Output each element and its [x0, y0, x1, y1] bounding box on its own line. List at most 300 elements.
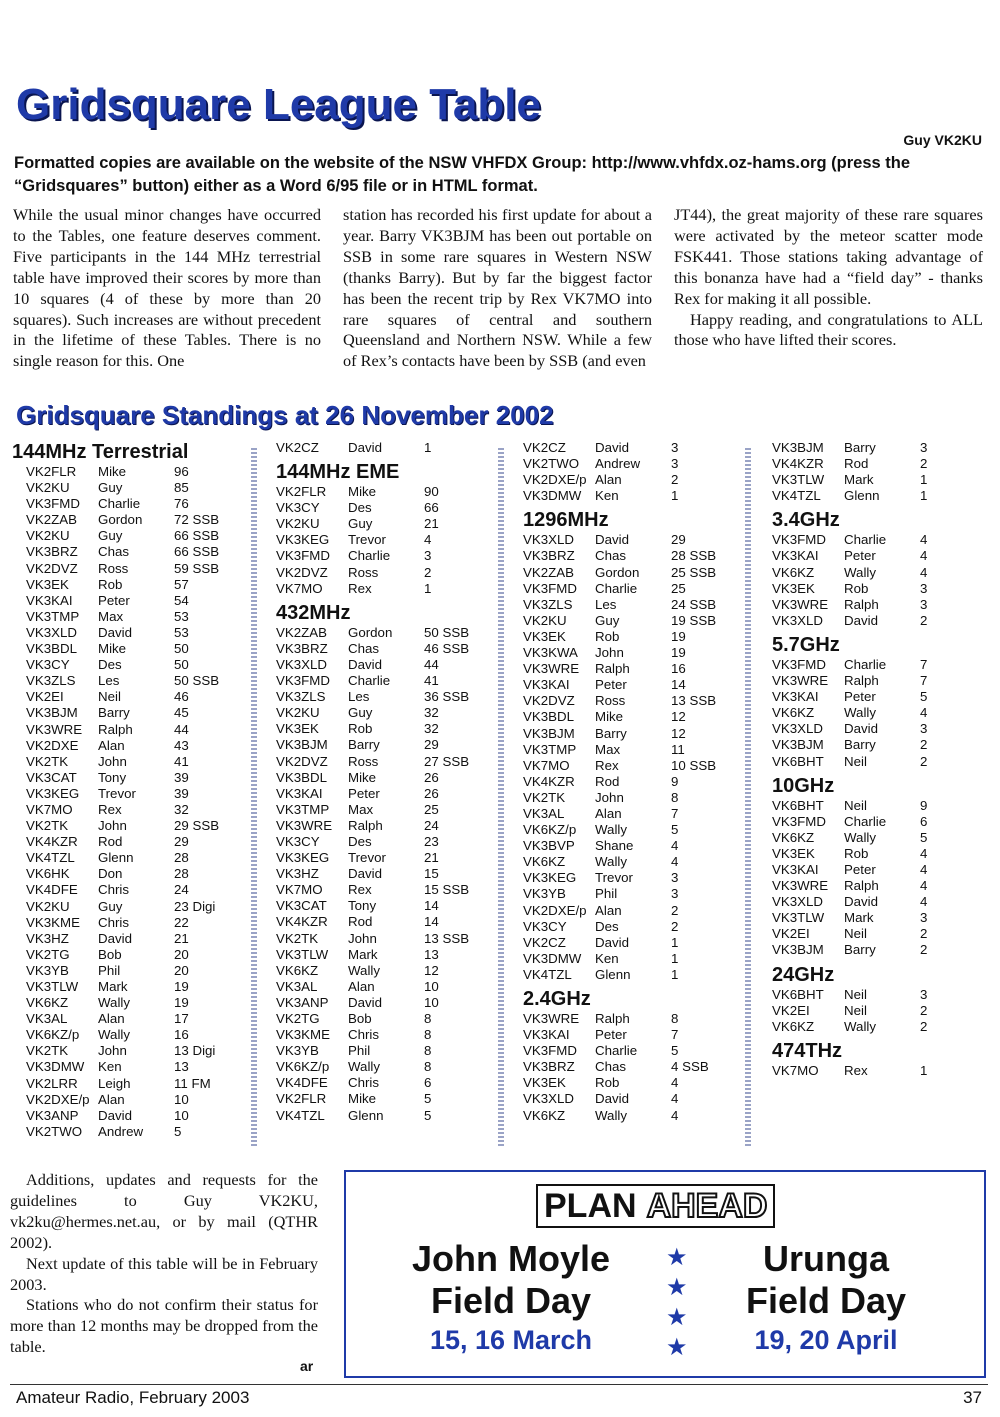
operator-name: Phil	[348, 1043, 371, 1059]
callsign: VK3CY	[26, 657, 70, 673]
operator-name: Charlie	[595, 1043, 638, 1059]
table-row	[523, 677, 727, 693]
operator-name: Wally	[844, 1018, 877, 1034]
operator-name: Charlie	[595, 580, 638, 596]
score: 19 SSB	[671, 612, 717, 628]
operator-name: John	[98, 818, 127, 834]
score: 2	[671, 902, 679, 918]
standings-column-1	[12, 440, 230, 1144]
score: 54	[174, 592, 189, 608]
score: 8	[424, 1011, 432, 1026]
score: 23 Digi	[174, 898, 216, 914]
operator-name: Ralph	[348, 817, 383, 833]
page-title: Gridsquare League Table	[16, 80, 541, 129]
score: 8	[424, 1059, 432, 1075]
operator-name: Mike	[98, 464, 127, 479]
score: 4	[671, 854, 679, 870]
table-row	[26, 722, 230, 738]
table-row	[523, 790, 727, 806]
table-row	[26, 802, 230, 818]
table-row	[772, 798, 976, 814]
score: 10	[424, 978, 439, 994]
operator-name: Wally	[348, 1059, 381, 1075]
table-row	[523, 935, 727, 951]
operator-name: Guy	[348, 516, 373, 532]
score: 6	[424, 1075, 432, 1091]
score: 11 FM	[174, 1075, 211, 1091]
operator-name: Ralph	[595, 1011, 630, 1026]
callsign: VK3EK	[523, 1075, 566, 1091]
callsign: VK3BRZ	[276, 640, 328, 656]
callsign: VK3KAI	[772, 861, 819, 877]
callsign: VK3WRE	[772, 878, 829, 894]
callsign: VK3HZ	[26, 930, 69, 946]
table-row	[523, 822, 727, 838]
score: 24	[174, 882, 189, 898]
callsign: VK6KZ	[772, 705, 815, 721]
score: 32	[424, 721, 439, 737]
table-row	[523, 1075, 727, 1091]
callsign: VK6BHT	[772, 986, 824, 1002]
table-row	[276, 947, 480, 963]
table-row	[523, 709, 727, 725]
callsign: VK3TMP	[26, 608, 80, 624]
callsign: VK3EK	[772, 580, 815, 596]
operator-name: Barry	[348, 737, 380, 753]
table-row	[26, 754, 230, 770]
table-row	[26, 786, 230, 802]
band-table	[772, 633, 976, 770]
operator-name: Mike	[348, 484, 377, 500]
band-heading: 5.7GHz	[772, 633, 840, 656]
score: 22	[174, 914, 189, 930]
table-row	[772, 472, 976, 488]
operator-name: Ralph	[98, 721, 133, 737]
score: 53	[174, 608, 189, 624]
score: 72 SSB	[174, 512, 220, 528]
event-type: Field Day	[430, 1280, 592, 1321]
score: 25	[424, 801, 439, 817]
score: 11	[671, 741, 685, 757]
operator-name: Max	[595, 741, 621, 757]
column-divider	[251, 448, 257, 1148]
band-table	[772, 1039, 976, 1079]
score: 3	[920, 910, 928, 926]
operator-name: Alan	[98, 737, 125, 753]
callsign: VK3TMP	[276, 801, 330, 817]
score: 3	[671, 870, 679, 886]
callsign: VK3BJM	[26, 705, 78, 721]
score: 4	[920, 878, 928, 894]
score: 7	[671, 805, 679, 821]
operator-name: Barry	[595, 725, 627, 741]
operator-name: Glenn	[844, 488, 880, 504]
table-row	[26, 577, 230, 593]
score: 13	[174, 1059, 189, 1075]
operator-name: Trevor	[595, 870, 633, 886]
table-row	[523, 726, 727, 742]
score: 2	[920, 737, 928, 753]
score: 5	[671, 822, 679, 838]
score: 25 SSB	[671, 564, 717, 580]
table-row	[276, 1059, 480, 1075]
callsign: VK7MO	[772, 1062, 819, 1078]
table-row	[26, 834, 230, 850]
callsign: VK3EK	[523, 628, 566, 644]
table-row	[523, 742, 727, 758]
score: 25	[671, 580, 686, 596]
table-row	[276, 500, 480, 516]
operator-name: Les	[98, 673, 120, 689]
callsign: VK3FMD	[523, 1043, 577, 1059]
operator-name: Bob	[348, 1011, 372, 1026]
score: 3	[920, 596, 928, 612]
callsign: VK3KEG	[276, 850, 330, 866]
table-row	[26, 738, 230, 754]
table-row	[26, 512, 230, 528]
score: 8	[671, 789, 679, 805]
operator-name: Trevor	[98, 785, 136, 801]
table-row	[26, 625, 230, 641]
score: 2	[920, 753, 928, 769]
callsign: VK3ZLS	[523, 596, 573, 612]
score: 4	[671, 1091, 679, 1107]
callsign: VK2DVZ	[276, 753, 328, 769]
table-row	[26, 1124, 230, 1140]
footnote-paragraph: Next update of this table will be in February 2003.	[10, 1253, 318, 1294]
score: 4	[424, 532, 432, 548]
operator-name: David	[98, 930, 132, 946]
standings-column-3	[523, 440, 727, 1128]
table-row	[276, 1043, 480, 1059]
table-row	[772, 1003, 976, 1019]
page-number: 37	[963, 1388, 982, 1407]
operator-name: Wally	[98, 1027, 131, 1043]
table-row	[26, 947, 230, 963]
callsign: VK4KZR	[523, 773, 575, 789]
score: 1	[671, 950, 679, 966]
callsign: VK3FMD	[26, 496, 80, 512]
band-heading: 144MHz Terrestrial	[12, 441, 189, 463]
table-row	[276, 516, 480, 532]
score: 2	[920, 612, 928, 628]
operator-name: Wally	[844, 564, 877, 580]
table-row	[523, 870, 727, 886]
plan-word: PLAN	[544, 1187, 637, 1225]
score: 4	[671, 838, 679, 854]
operator-name: John	[595, 789, 624, 805]
operator-name: Tony	[348, 898, 377, 914]
callsign: VK3KAI	[523, 677, 570, 693]
score: 43	[174, 737, 189, 753]
band-heading: 2.4GHz	[523, 988, 591, 1010]
callsign: VK3BRZ	[26, 544, 78, 560]
score: 28	[174, 850, 189, 866]
operator-name: Guy	[98, 480, 123, 496]
callsign: VK7MO	[26, 801, 73, 817]
article-paragraph: Happy reading, and congratulations to ALL those who have lifted their scores.	[674, 309, 983, 350]
operator-name: Rob	[348, 721, 373, 737]
operator-name: Rob	[844, 845, 869, 861]
footnote-paragraph: Additions, updates and requests for the guidelines to Guy VK2KU, vk2ku@hermes.net.au, or by mail (QTHR 2002).	[10, 1170, 318, 1252]
operator-name: Mark	[844, 910, 874, 926]
band-table	[523, 508, 727, 983]
score: 85	[174, 480, 189, 496]
operator-name: Chas	[98, 544, 130, 560]
score: 16	[174, 1027, 189, 1043]
table-row	[26, 1076, 230, 1092]
score: 21	[424, 516, 439, 532]
table-row	[523, 581, 727, 597]
operator-name: Peter	[844, 689, 876, 705]
callsign: VK3DMW	[523, 950, 582, 966]
table-row	[276, 979, 480, 995]
score: 29	[174, 834, 189, 850]
table-row	[523, 919, 727, 935]
article-column-1	[13, 205, 321, 372]
table-row	[772, 846, 976, 862]
score: 10 SSB	[671, 757, 717, 773]
callsign: VK2CZ	[276, 440, 319, 455]
table-row	[276, 548, 480, 564]
table-row	[26, 1059, 230, 1075]
table-row	[26, 915, 230, 931]
table-row	[26, 931, 230, 947]
operator-name: Chas	[348, 640, 380, 656]
operator-name: Trevor	[348, 532, 386, 548]
callsign: VK6KZ	[772, 564, 815, 580]
score: 26	[424, 769, 439, 785]
score: 3	[920, 721, 928, 737]
score: 96	[174, 464, 189, 479]
operator-name: Barry	[844, 737, 876, 753]
score: 23	[424, 833, 439, 849]
operator-name: Des	[348, 833, 372, 849]
callsign: VK2LRR	[26, 1075, 78, 1091]
score: 7	[671, 1027, 679, 1043]
score: 2	[671, 472, 679, 488]
operator-name: Rex	[348, 882, 372, 898]
table-row	[772, 581, 976, 597]
score: 2	[920, 926, 928, 942]
operator-name: Bob	[98, 946, 122, 962]
operator-name: Gordon	[595, 564, 640, 580]
band-table	[276, 460, 480, 597]
score: 41	[424, 673, 439, 689]
score: 45	[174, 705, 189, 721]
operator-name: Ken	[98, 1059, 122, 1075]
operator-name: Glenn	[595, 966, 631, 982]
operator-name: Neil	[844, 926, 867, 942]
table-row	[772, 910, 976, 926]
table-row	[772, 721, 976, 737]
table-row	[772, 440, 976, 456]
operator-name: Ross	[98, 560, 129, 576]
operator-name: John	[595, 645, 624, 661]
score: 57	[174, 576, 189, 592]
table-row	[26, 480, 230, 496]
operator-name: David	[348, 866, 382, 882]
operator-name: Rob	[595, 1075, 620, 1091]
table-row	[523, 1091, 727, 1107]
table-row	[523, 1027, 727, 1043]
score: 6	[920, 813, 928, 829]
operator-name: Leigh	[98, 1075, 131, 1091]
score: 1	[671, 966, 679, 982]
table-row	[276, 532, 480, 548]
event-john-moyle	[376, 1238, 646, 1358]
callsign: VK4TZL	[26, 850, 75, 866]
table-row	[276, 834, 480, 850]
score: 13 SSB	[424, 930, 470, 946]
callsign: VK3BDL	[26, 641, 77, 657]
operator-name: Ken	[595, 950, 619, 966]
callsign: VK3YB	[26, 962, 69, 978]
callsign: VK2TK	[523, 789, 566, 805]
table-row	[772, 878, 976, 894]
callsign: VK3AL	[26, 1011, 68, 1027]
callsign: VK3KEG	[523, 870, 577, 886]
score: 3	[424, 548, 432, 564]
table-row	[26, 963, 230, 979]
score: 2	[671, 918, 679, 934]
callsign: VK3TMP	[523, 741, 577, 757]
score: 44	[424, 656, 439, 672]
score: 50 SSB	[174, 673, 220, 689]
band-heading: 1296MHz	[523, 509, 609, 532]
table-row	[523, 613, 727, 629]
footnote	[10, 1170, 318, 1358]
operator-name: Les	[348, 689, 370, 705]
callsign: VK3ZLS	[276, 689, 326, 705]
callsign: VK2DXE	[26, 737, 79, 753]
score: 21	[174, 930, 189, 946]
table-row	[276, 484, 480, 500]
callsign: VK3WRE	[772, 596, 829, 612]
operator-name: Chris	[348, 1075, 380, 1091]
callsign: VK2EI	[772, 1002, 810, 1018]
score: 5	[424, 1107, 432, 1123]
band-table	[276, 440, 480, 456]
table-row	[26, 464, 230, 480]
event-date: 19, 20 April	[754, 1325, 898, 1355]
score: 2	[920, 1002, 928, 1018]
table-row	[772, 1019, 976, 1035]
table-row	[772, 862, 976, 878]
score: 39	[174, 785, 189, 801]
callsign: VK3BJM	[772, 440, 824, 455]
score: 5	[174, 1123, 182, 1139]
callsign: VK2KU	[26, 480, 70, 496]
score: 2	[424, 564, 432, 580]
table-row	[276, 1027, 480, 1043]
operator-name: Charlie	[844, 813, 887, 829]
table-row	[523, 886, 727, 902]
operator-name: David	[595, 934, 629, 950]
operator-name: Ross	[595, 693, 626, 709]
table-row	[772, 548, 976, 564]
callsign: VK2KU	[276, 516, 320, 532]
operator-name: Ralph	[844, 878, 879, 894]
score: 15 SSB	[424, 882, 470, 898]
operator-name: Peter	[98, 592, 130, 608]
callsign: VK3AL	[276, 978, 318, 994]
callsign: VK3YB	[276, 1043, 319, 1059]
score: 4	[671, 1075, 679, 1091]
operator-name: Wally	[595, 1107, 628, 1123]
callsign: VK3EK	[276, 721, 319, 737]
callsign: VK3DMW	[26, 1059, 85, 1075]
callsign: VK4TZL	[523, 966, 572, 982]
score: 8	[424, 1027, 432, 1043]
callsign: VK4DFE	[276, 1075, 328, 1091]
operator-name: Wally	[595, 822, 628, 838]
event-name: Urunga	[763, 1238, 889, 1279]
operator-name: Mike	[98, 641, 127, 657]
callsign: VK6KZ	[772, 829, 815, 845]
author-byline: Guy VK2KU	[903, 132, 982, 148]
score: 4 SSB	[671, 1059, 709, 1075]
callsign: VK3KAI	[772, 548, 819, 564]
operator-name: David	[595, 532, 629, 548]
callsign: VK7MO	[523, 757, 570, 773]
operator-name: Barry	[844, 440, 876, 455]
callsign: VK6KZ	[523, 1107, 566, 1123]
operator-name: Chris	[98, 914, 130, 930]
score: 2	[920, 942, 928, 958]
footnote-paragraph: Stations who do not confirm their status for more than 12 months may be dropped from the table.	[10, 1295, 318, 1357]
operator-name: Peter	[844, 548, 876, 564]
callsign: VK3DMW	[523, 488, 582, 504]
operator-name: Ross	[348, 753, 379, 769]
callsign: VK3BJM	[772, 942, 824, 958]
operator-name: Rod	[844, 456, 869, 472]
callsign: VK6BHT	[772, 797, 824, 813]
table-row	[276, 1075, 480, 1091]
callsign: VK3TLW	[772, 472, 825, 488]
score: 2	[920, 1018, 928, 1034]
star-icon: ★	[666, 1304, 688, 1331]
score: 36 SSB	[424, 689, 470, 705]
callsign: VK2ZAB	[26, 512, 77, 528]
score: 7	[920, 656, 928, 672]
table-row	[26, 850, 230, 866]
score: 7	[920, 673, 928, 689]
score: 3	[920, 580, 928, 596]
callsign: VK2DVZ	[523, 693, 575, 709]
operator-name: David	[348, 440, 382, 455]
operator-name: Peter	[348, 785, 380, 801]
band-heading: 3.4GHz	[772, 509, 840, 532]
table-row	[276, 754, 480, 770]
table-row	[523, 951, 727, 967]
score: 1	[920, 472, 928, 488]
callsign: VK6BHT	[772, 753, 824, 769]
callsign: VK4DFE	[26, 882, 78, 898]
callsign: VK3KAI	[276, 785, 323, 801]
callsign: VK3XLD	[772, 894, 823, 910]
column-divider	[498, 448, 504, 1148]
table-row	[523, 548, 727, 564]
callsign: VK3ZLS	[26, 673, 76, 689]
band-table	[772, 963, 976, 1035]
callsign: VK6KZ	[276, 962, 319, 978]
operator-name: David	[595, 440, 629, 455]
callsign: VK6KZ	[523, 854, 566, 870]
callsign: VK3TLW	[276, 946, 329, 962]
score: 4	[920, 894, 928, 910]
table-row	[523, 774, 727, 790]
